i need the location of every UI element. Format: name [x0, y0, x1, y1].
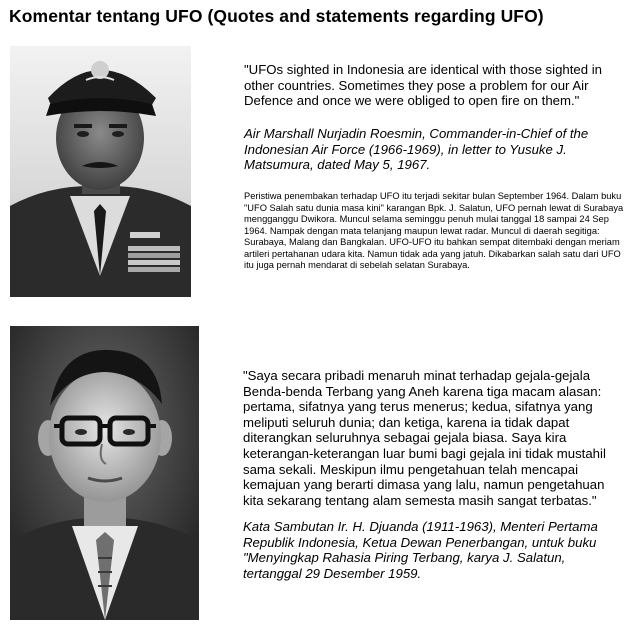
quote-text: "UFOs sighted in Indonesia are identical with those sighted in other countries. Sometimes they pose a problem for our Air Defence and once we were obliged to open fire on them." — [244, 62, 603, 109]
man-with-glasses-portrait — [10, 326, 199, 620]
page-title: Komentar tentang UFO (Quotes and statements regarding UFO) — [9, 6, 544, 26]
military-officer-portrait — [10, 46, 191, 297]
portrait-photo-icon — [10, 46, 191, 297]
quote-text: "Saya secara pribadi menaruh minat terhadap gejala-gejala Benda-benda Terbang yang Aneh karena tiga macam alasan: pertama, sifatnya yang terus menerus; kedua, sifatnya yang meliputi seluruh dunia; dan ketiga, karena ia tidak dapat diterangkan seluruhnya sebagai gejala biasa. Saya kira keterangan-keterangan luar bumi bagi gejala ini tidak mustahil sama sekali. Meskipun ilmu pengetahuan telah mencapai kemajuan yang berarti dimasa yang lalu, namun pengetahuan kita sekarang tentang alam semesta masih sangat terbatas." — [243, 368, 606, 508]
quote-attribution: Kata Sambutan Ir. H. Djuanda (1911-1963), Menteri Pertama Republik Indonesia, Ketua Dewan Penerbangan, untuk buku "Menyingkap Rahasia Piring Terbang, karya J. Salatun, tertanggal 29 Desember 1959. — [243, 519, 598, 581]
quote-attribution: Air Marshall Nurjadin Roesmin, Commander-in-Chief of the Indonesian Air Force (1966-1969), in letter to Yusuke J. Matsumura, dated May 5, 1967. — [244, 126, 589, 173]
portrait-photo-icon — [10, 326, 199, 620]
note-text: Peristiwa penembakan terhadap UFO itu terjadi sekitar bulan September 1964. Dalam buku "UFO Salah satu dunia masa kini" karangan Bpk. J. Salatun, UFO pernah lewat di Surabaya mengganggu Dwikora. Muncul selama seminggu penuh mulai tanggal 18 sampai 24 Sep 1964. Nampak dengan mata telanjang maupun lewat radar. Muncul di daerah segitiga: Surabaya, Malang dan Bangkalan. UFO-UFO itu bahkan sempat ditembaki dengan meriam artileri pertahanan udara kita. Namun tidak ada yang jatuh. Dikabarkan salah satu dari UFO itu juga pernah mendarat di sebelah selatan Surabaya. — [244, 191, 624, 270]
